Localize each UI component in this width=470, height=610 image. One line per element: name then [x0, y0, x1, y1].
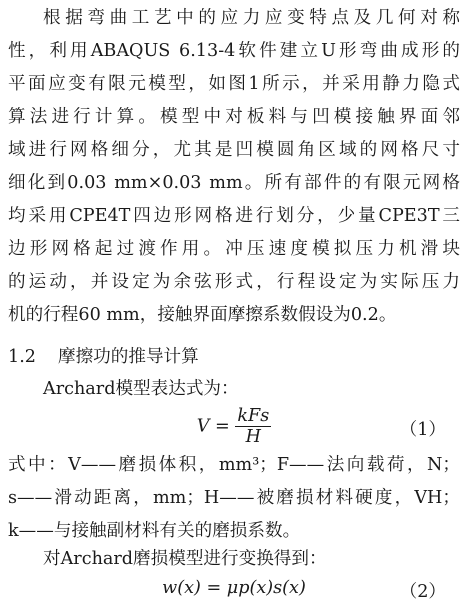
equation-number: （2）	[399, 582, 446, 602]
equation-2	[8, 576, 460, 606]
text-line: 的运动，并设定为余弦形式，行程设定为实际压力	[8, 272, 460, 292]
equation-body: w(x) = μp(x)s(x)	[162, 578, 306, 598]
text-line: 域进行网格细分，尤其是凹模圆角区域的网格尺寸	[8, 140, 460, 160]
text-line: 平面应变有限元模型，如图1所示，并采用静力隐式	[8, 74, 460, 94]
text-line: 边形网格起过渡作用。冲压速度模拟压力机滑块	[8, 239, 460, 259]
equation-1	[8, 406, 460, 446]
body-paragraph-transform	[8, 543, 460, 576]
section-title: 摩擦功的推导计算	[57, 347, 199, 367]
text-line: 性，利用ABAQUS 6.13-4软件建立U形弯曲成形的	[8, 41, 460, 61]
body-paragraph-archard-intro	[8, 373, 460, 406]
equation-equals: =	[209, 416, 236, 437]
text-line: 根据弯曲工艺中的应力应变特点及几何对称	[43, 8, 460, 28]
section-number: 1.2	[8, 347, 36, 367]
text-line: 式中：V——磨损体积，mm³；F——法向载荷，N；	[8, 455, 460, 475]
equation-fraction	[235, 406, 271, 447]
text-line: Archard模型表达式为：	[43, 379, 239, 399]
fraction-denominator: H	[245, 427, 261, 447]
text-line: 对Archard磨损模型进行变换得到：	[43, 549, 327, 569]
text-line: 机的行程60 mm，接触界面摩擦系数假设为0.2。	[8, 305, 397, 325]
equation-number: （1）	[399, 420, 446, 440]
section-heading	[8, 345, 460, 369]
fraction-numerator: kFs	[237, 406, 270, 426]
body-paragraph-model-setup	[8, 2, 460, 332]
text-line: k——与接触副材料有关的磨损系数。	[8, 521, 301, 541]
text-line: 细化到0.03 mm×0.03 mm。所有部件的有限元网格	[8, 173, 460, 193]
equation-body	[8, 406, 460, 447]
variable-definitions	[8, 449, 460, 548]
text-line: 算法进行计算。模型中对板料与凹模接触界面邻	[8, 107, 460, 127]
text-line: s——滑动距离，mm；H——被磨损材料硬度，VH；	[8, 488, 460, 508]
equation-lhs: V	[196, 416, 210, 437]
text-line: 均采用CPE4T四边形网格进行划分，少量CPE3T三	[8, 206, 460, 226]
